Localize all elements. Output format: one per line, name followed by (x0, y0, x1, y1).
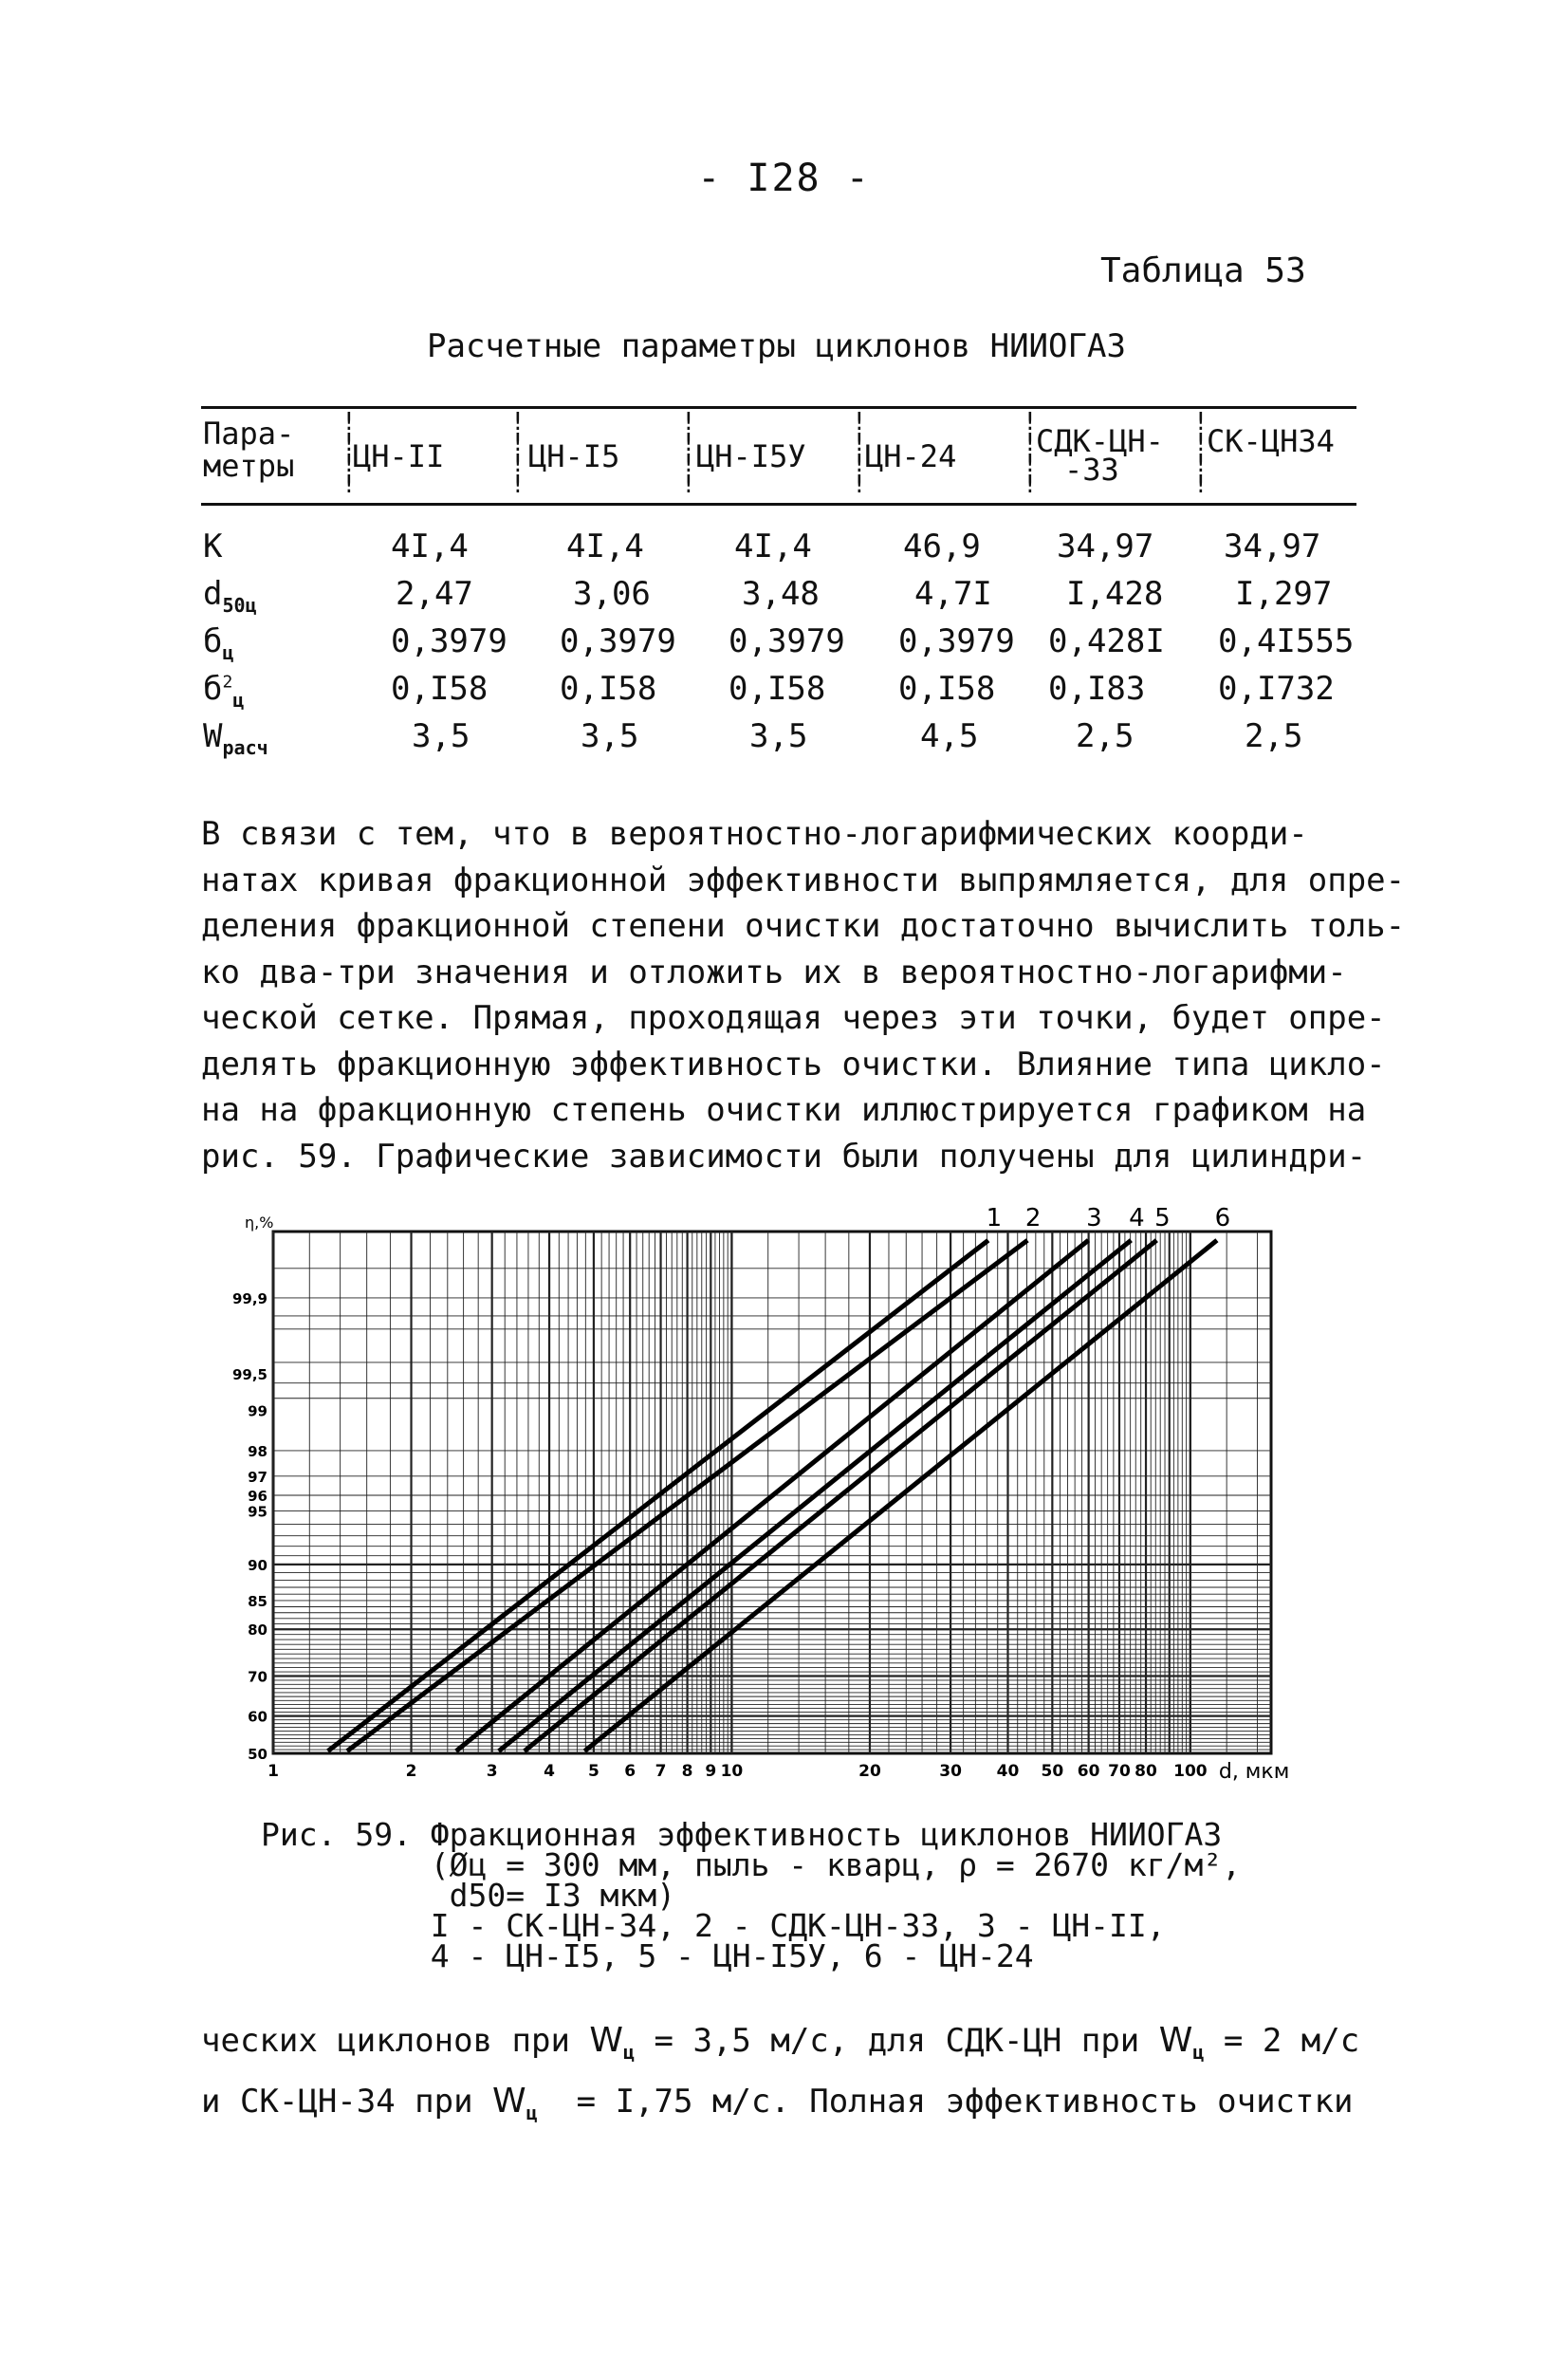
y-tick-label: 90 (248, 1556, 267, 1574)
header-cn-24: ЦН-24 (865, 438, 957, 474)
table-cell: 0,I58 (391, 670, 489, 708)
fractional-efficiency-chart (228, 1205, 1319, 1812)
table-cell: 4I,4 (391, 528, 469, 565)
table-cell: 3,5 (749, 717, 808, 755)
table-cell: 0,3979 (729, 622, 845, 660)
x-tick-label: 8 (681, 1762, 693, 1781)
x-tick-label: 60 (1077, 1762, 1100, 1781)
table-cell: 0,3979 (391, 622, 507, 660)
x-tick-label: 30 (939, 1762, 962, 1781)
row-label-sigma2: $б^2_ц$ (203, 670, 245, 712)
caption-line: d50= I3 мкм) (261, 1877, 676, 1914)
header-cn-15: ЦН-I5 (528, 438, 620, 474)
y-tick-label: 60 (248, 1708, 267, 1726)
x-tick-label: 3 (486, 1762, 498, 1781)
x-tick-label: 20 (858, 1762, 881, 1781)
table-cell: 0,4I555 (1218, 622, 1355, 660)
table-header-rule (201, 503, 1356, 506)
table-top-rule (201, 406, 1356, 409)
y-tick-label: 99,5 (231, 1365, 267, 1383)
continuation-line-1: ческих циклонов при $W_ц = 3,5$ м/с, для СДК-ЦН при $W_ц = 2$ м/с (201, 2021, 1360, 2064)
paragraph-line: делять фракционную эффективность очистки. Влияние типа цикло- (201, 1045, 1386, 1084)
y-tick-label: 95 (248, 1503, 267, 1521)
continuation-line-2: и СК-ЦН-34 при $W_ц = I,75$ м/с. Полная эффективность очистки (201, 2081, 1354, 2124)
x-tick-label: 6 (624, 1762, 636, 1781)
table-cell: I,297 (1235, 575, 1333, 613)
x-tick-label: 40 (996, 1762, 1020, 1781)
x-tick-label: 70 (1108, 1762, 1131, 1781)
table-cell: 3,48 (742, 575, 820, 613)
table-cell: 0,3979 (898, 622, 1015, 660)
table-cell: 34,97 (1057, 528, 1154, 565)
x-tick-label: 1 (267, 1762, 279, 1781)
row-label-sigma: $б_ц$ (203, 622, 234, 664)
paragraph-line: на на фракционную степень очистки иллюстрируется графиком на (201, 1091, 1367, 1129)
series-label-5: 5 (1154, 1205, 1171, 1232)
continuation-text (201, 2016, 1359, 2138)
series-label-1: 1 (986, 1205, 1003, 1232)
y-axis-label: η,% (245, 1214, 274, 1232)
x-tick-label: 9 (705, 1762, 717, 1781)
y-tick-label: 99,9 (231, 1289, 267, 1307)
body-paragraph (201, 811, 1406, 1179)
row-label-k: K (203, 528, 223, 565)
paragraph-line: рис. 59. Графические зависимости были получены для цилиндри- (201, 1137, 1367, 1176)
figure-caption (261, 1816, 1260, 1974)
x-tick-label: 50 (1041, 1762, 1064, 1781)
x-tick-label: 80 (1134, 1762, 1157, 1781)
paragraph-line: деления фракционной степени очистки достаточно вычислить толь- (201, 907, 1406, 945)
table-cell: 0,3979 (560, 622, 676, 660)
table-cell: 4,7I (914, 575, 992, 613)
table-cell: 0,I58 (898, 670, 996, 708)
table-cell: 4,5 (920, 717, 979, 755)
caption-line: I - СК-ЦН-34, 2 - СДК-ЦН-33, 3 - ЦН-II, (261, 1907, 1166, 1944)
table-cell: 0,I58 (560, 670, 657, 708)
y-tick-label: 80 (248, 1621, 267, 1640)
y-tick-label: 96 (248, 1488, 267, 1506)
series-label-6: 6 (1214, 1205, 1231, 1232)
table-number: Таблица 53 (1100, 251, 1306, 290)
table-cell: 3,5 (581, 717, 639, 755)
table-cell: 0,428I (1048, 622, 1165, 660)
table-cell: 3,5 (412, 717, 470, 755)
paragraph-line: натах кривая фракционной эффективности выпрямляется, для опре- (201, 861, 1406, 899)
row-label-w-calc: $W_{расч}$ (203, 717, 268, 759)
caption-line: (Øц = 300 мм, пыль - кварц, ρ = 2670 кг/м², (261, 1846, 1260, 1883)
table-cell: 4I,4 (734, 528, 812, 565)
x-axis-label: d, мкм (1218, 1760, 1290, 1784)
parameters-table: Пара- метры ! ! ! ! ! ! ! ! ! ! ! ! ! ! ! ! ! ! ! ! ! ! ! ! ЦН-II ЦН-I5 ЦН-I5У ЦН-24 СДК-ЦН- -33 СК-ЦН34 K $d_{50ц}$ $б_ц$ $б^2_ц$ $W_{расч}$ 4I,4 4I,4 4I,4 46,9 34,97 34,97 2,47 3,06 3,48 4,7I I,428 I,297 0,3979 0,3979 0,3979 0,3979 0,428I 0,4I555 0,I58 0,I58 0,I58 0,I58 0,I83 0,I732 3,5 3,5 3,5 4,5 2,5 2,5 (201, 406, 1356, 776)
caption-line: Рис. 59. Фракционная эффективность циклонов НИИОГАЗ (261, 1816, 1223, 1853)
table-cell: 2,5 (1245, 717, 1303, 755)
x-tick-label: 10 (720, 1762, 744, 1781)
row-label-d50: $d_{50ц}$ (203, 575, 257, 617)
table-cell: 34,97 (1224, 528, 1321, 565)
header-cn-15u: ЦН-I5У (696, 438, 806, 474)
x-tick-label: 2 (405, 1762, 417, 1781)
paragraph-line: В связи с тем, что в вероятностно-логарифмических коорди- (201, 815, 1308, 853)
table-cell: 46,9 (903, 528, 981, 565)
table-cell: 4I,4 (566, 528, 644, 565)
y-tick-label: 99 (248, 1402, 267, 1420)
y-tick-label: 98 (248, 1442, 267, 1460)
series-label-3: 3 (1086, 1205, 1102, 1232)
x-tick-label: 5 (587, 1762, 600, 1781)
y-tick-label: 97 (248, 1468, 267, 1486)
table-cell: 0,I58 (729, 670, 826, 708)
chart-svg (228, 1205, 1319, 1812)
paragraph-line: ко два-три значения и отложить их в вероятностно-логарифми- (201, 953, 1347, 991)
table-cell: 2,5 (1076, 717, 1134, 755)
header-sdk-cn-33-line2: -33 (1064, 452, 1119, 488)
paragraph-line: ческой сетке. Прямая, проходящая через эти точки, будет опре- (201, 999, 1386, 1037)
header-params-line1: Пара- (203, 416, 295, 452)
x-tick-label: 4 (544, 1762, 555, 1781)
table-cell: 3,06 (573, 575, 651, 613)
page-number: - I28 - (697, 157, 871, 200)
series-label-4: 4 (1129, 1205, 1145, 1232)
series-label-2: 2 (1024, 1205, 1042, 1232)
header-cn-11: ЦН-II (353, 438, 445, 474)
x-tick-label: 100 (1173, 1762, 1208, 1781)
table-cell: 2,47 (396, 575, 473, 613)
y-tick-label: 50 (248, 1746, 267, 1763)
table-cell: 0,I83 (1048, 670, 1146, 708)
x-tick-label: 7 (655, 1762, 667, 1781)
y-tick-label: 70 (248, 1668, 267, 1686)
header-sk-cn34: СК-ЦН34 (1207, 423, 1335, 459)
table-caption: Расчетные параметры циклонов НИИОГАЗ (427, 327, 1126, 365)
table-cell: I,428 (1066, 575, 1164, 613)
header-params-line2: метры (203, 448, 295, 484)
y-tick-label: 85 (248, 1592, 267, 1610)
header-sdk-cn-33: СДК-ЦН- (1036, 423, 1164, 459)
table-cell: 0,I732 (1218, 670, 1335, 708)
caption-line: 4 - ЦН-I5, 5 - ЦН-I5У, 6 - ЦН-24 (261, 1937, 1034, 1974)
